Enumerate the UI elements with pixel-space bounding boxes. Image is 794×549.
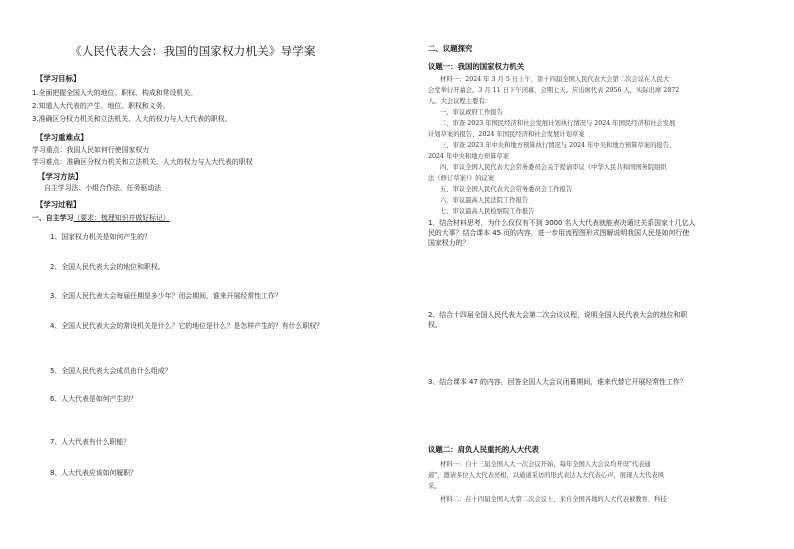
agenda-item-3: 三、审查 2023 年中央和地方预算执行情况与 2024 年中央和地方预算草案的报告、 [440,142,676,149]
material-2-line-4: 材料二：在十四届全国人大第二次会议上，来自全国各地的人大代表被教育、科技 [440,496,667,503]
inquiry-question-2-line-1: 2、结合十四届全国人民代表大会第二次会议议程，说明全国人民代表大会的地位和职 [428,311,688,319]
goal-item-1: 1.全面把握全国人大的地位、职权、构成和常设机关。 [32,89,198,97]
material-1-line-1: 材料一：2024 年 3 月 5 日上午，第十四届全国人民代表大会第二次会议在人民大 [440,76,670,83]
difficult-point: 学习难点：准确区分权力机关和立法机关、人大的权力与人大代表的职权 [32,158,253,166]
left-column [32,0,394,549]
material-2-line-2: 道"，邀请多位人大代表亮相，以通道采访的形式表达人大代表心声，展现人大代表风 [428,472,664,479]
process-heading: 【学习过程】 [36,200,81,209]
inquiry-question-1-line-2: 民的大事？结合课本 45 页的内容，进一步用流程图形式图解说明我国人民是如何行使 [428,229,690,237]
inquiry-question-1-line-3: 国家权力的？ [428,239,470,247]
material-2-line-1: 材料一：自十三届全国人大一次会议开始，每年全国人大会议均开设"代表通 [440,461,651,468]
agenda-item-5: 五、审议全国人民代表大会常务委员会工作报告 [440,186,573,193]
goals-heading: 【学习目标】 [36,74,81,83]
inquiry-question-2-line-2: 权。 [428,321,442,329]
agenda-item-4-cont: 法（修订草案）》的议案 [428,175,495,182]
goal-item-2: 2.知道人大代表的产生、地位、职权和义务。 [32,102,170,110]
keypoints-heading: 【学习重难点】 [36,133,88,142]
document-title: 《人民代表大会：我国的国家权力机关》导学案 [70,44,316,58]
method-heading: 【学习方法】 [38,172,83,181]
self-study-requirement: （要求：梳理知识并做好标记） [73,214,170,222]
question-4: 4、全国人民代表大会的常设机关是什么？它的地位是什么？是怎样产生的？有什么职权？ [50,322,324,330]
inquiry-question-1-line-1: 1、结合材料思考，为什么仅仅有不到 3000 名人大代表就能表决通过关系国家十几亿人 [428,219,696,227]
question-7: 7、人大代表有什么职能？ [50,438,131,446]
goal-item-3: 3.准确区分权力机关和立法机关、人大的权力与人大代表的职权。 [32,115,232,123]
material-1-line-2: 会堂举行开幕会。3 月 11 日下午闭幕，会期七天。应出席代表 2956 人，实际出席 2872 [428,87,680,94]
key-point: 学习重点：我国人民如何行使国家权力 [32,146,150,154]
question-5: 5、全国人民代表大会成员由什么组成？ [50,367,172,375]
agenda-item-2-cont: 计划草案的报告、2024 年国民经济和社会发展计划草案 [428,131,585,138]
agenda-item-3-cont: 2024 年中央和地方预算草案 [428,153,509,160]
question-8: 8、人大代表应该如何履职？ [50,469,138,477]
self-study-heading [32,214,170,223]
self-study-prefix: 一、自主学习 [32,214,74,222]
agenda-item-6: 六、审议最高人民法院工作报告 [440,197,529,204]
agenda-item-4: 四、审议全国人民代表大会常务委员会关于提请审议《中华人民共和国国务院组织 [440,164,667,171]
agenda-item-7: 七、审议最高人民检察院工作报告 [440,208,535,215]
material-1-line-3: 人。大会议程主要有： [428,98,491,105]
method-text: 自主学习法、小组合作法、任务驱动法 [44,184,162,192]
agenda-item-2: 二、审查 2023 年国民经济和社会发展计划执行情况与 2024 年国民经济和社会发展 [440,120,676,127]
right-column [420,0,770,549]
topic-1-heading: 议题一：我国的国家权力机关 [428,62,525,71]
topic-2-heading: 议题二：肩负人民重托的人大代表 [428,445,539,454]
question-3: 3、全国人民代表大会每届任期是多少年？闭会期间，谁来开展经常性工作？ [50,292,282,300]
question-6: 6、人大代表是如何产生的？ [50,395,138,403]
inquiry-heading: 二、议题探究 [428,44,473,53]
material-2-line-3: 采。 [428,483,441,490]
question-2: 2、全国人民代表大会的地位和职权。 [50,263,165,271]
question-1: 1、国家权力机关是如何产生的？ [50,233,151,241]
inquiry-question-3: 3、结合课本 47 的内容，回答全国人大会议闭幕期间，谁来代替它开展经常性工作？ [428,378,687,386]
agenda-item-1: 一、审议政府工作报告 [440,109,503,116]
